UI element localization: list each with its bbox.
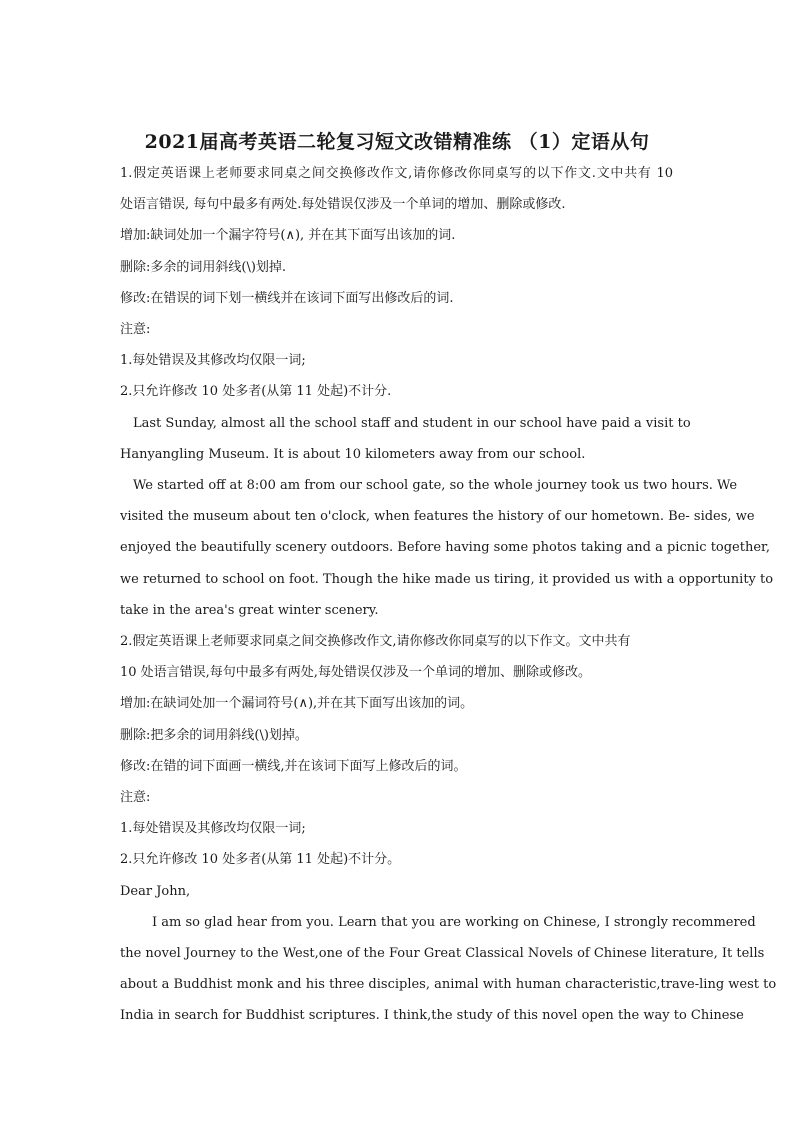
paragraph-line: 10 处语言错误,每句中最多有两处,每处错误仅涉及一个单词的增加、删除或修改。 — [120, 665, 591, 680]
paragraph-line: 删除:多余的词用斜线(\)划掉. — [120, 260, 287, 275]
paragraph-line: 处语言错误, 每句中最多有两处.每处错误仅涉及一个单词的增加、删除或修改. — [120, 197, 566, 212]
paragraph-line: we returned to school on foot. Though the hike made us tiring, it provided us with a opportunity to — [120, 572, 774, 587]
paragraph-line: take in the area's great winter scenery. — [120, 603, 379, 618]
paragraph-line: 1.每处错误及其修改均仅限一词; — [120, 353, 306, 368]
paragraph-line: about a Buddhist monk and his three disciples, animal with human characteristic,trave-ling west to — [120, 977, 777, 992]
paragraph-line: 2.只允许修改 10 处多者(从第 11 处起)不计分。 — [120, 852, 401, 867]
paragraph-line: 1.每处错误及其修改均仅限一词; — [120, 821, 306, 836]
paragraph-line: Dear John, — [120, 884, 191, 899]
paragraph-line: We started off at 8:00 am from our school gate, so the whole journey took us two hours. We — [133, 478, 738, 493]
paragraph-line: 2.只允许修改 10 处多者(从第 11 处起)不计分. — [120, 384, 392, 399]
paragraph-line: visited the museum about ten o'clock, when features the history of our hometown. Be- sides, we — [120, 509, 755, 524]
paragraph-line: 修改:在错的词下面画一横线,并在该词下面写上修改后的词。 — [120, 759, 467, 774]
paragraph-line: 删除:把多余的词用斜线(\)划掉。 — [120, 728, 308, 743]
paragraph-line: India in search for Buddhist scriptures. I think,the study of this novel open the way to Chinese — [120, 1008, 744, 1023]
paragraph-line: 2.假定英语课上老师要求同桌之间交换修改作文,请你修改你同桌写的以下作文。文中共有 — [120, 634, 631, 649]
paragraph-line: 注意: — [120, 790, 151, 805]
paragraph-line: Last Sunday, almost all the school staff and student in our school have paid a visit to — [133, 416, 691, 431]
paragraph-line: 1.假定英语课上老师要求同桌之间交换修改作文,请你修改你同桌写的以下作文.文中共有 10 — [120, 166, 673, 181]
paragraph-line: 修改:在错误的词下划一横线并在该词下面写出修改后的词. — [120, 291, 454, 306]
document-title: 2021届高考英语二轮复习短文改错精准练 （1）定语从句 — [144, 131, 650, 153]
paragraph-line: Hanyangling Museum. It is about 10 kilometers away from our school. — [120, 447, 586, 462]
paragraph-line: 增加:在缺词处加一个漏词符号(∧),并在其下面写出该加的词。 — [120, 696, 474, 711]
paragraph-line: 注意: — [120, 322, 151, 337]
paragraph-line: enjoyed the beautifully scenery outdoors. Before having some photos taking and a picnic together, — [120, 540, 770, 555]
paragraph-line: 增加:缺词处加一个漏字符号(∧), 并在其下面写出该加的词. — [120, 228, 456, 243]
paragraph-line: the novel Journey to the West,one of the Four Great Classical Novels of Chinese literature, It tells — [120, 946, 765, 961]
paragraph-line: I am so glad hear from you. Learn that you are working on Chinese, I strongly recommered — [152, 915, 756, 930]
